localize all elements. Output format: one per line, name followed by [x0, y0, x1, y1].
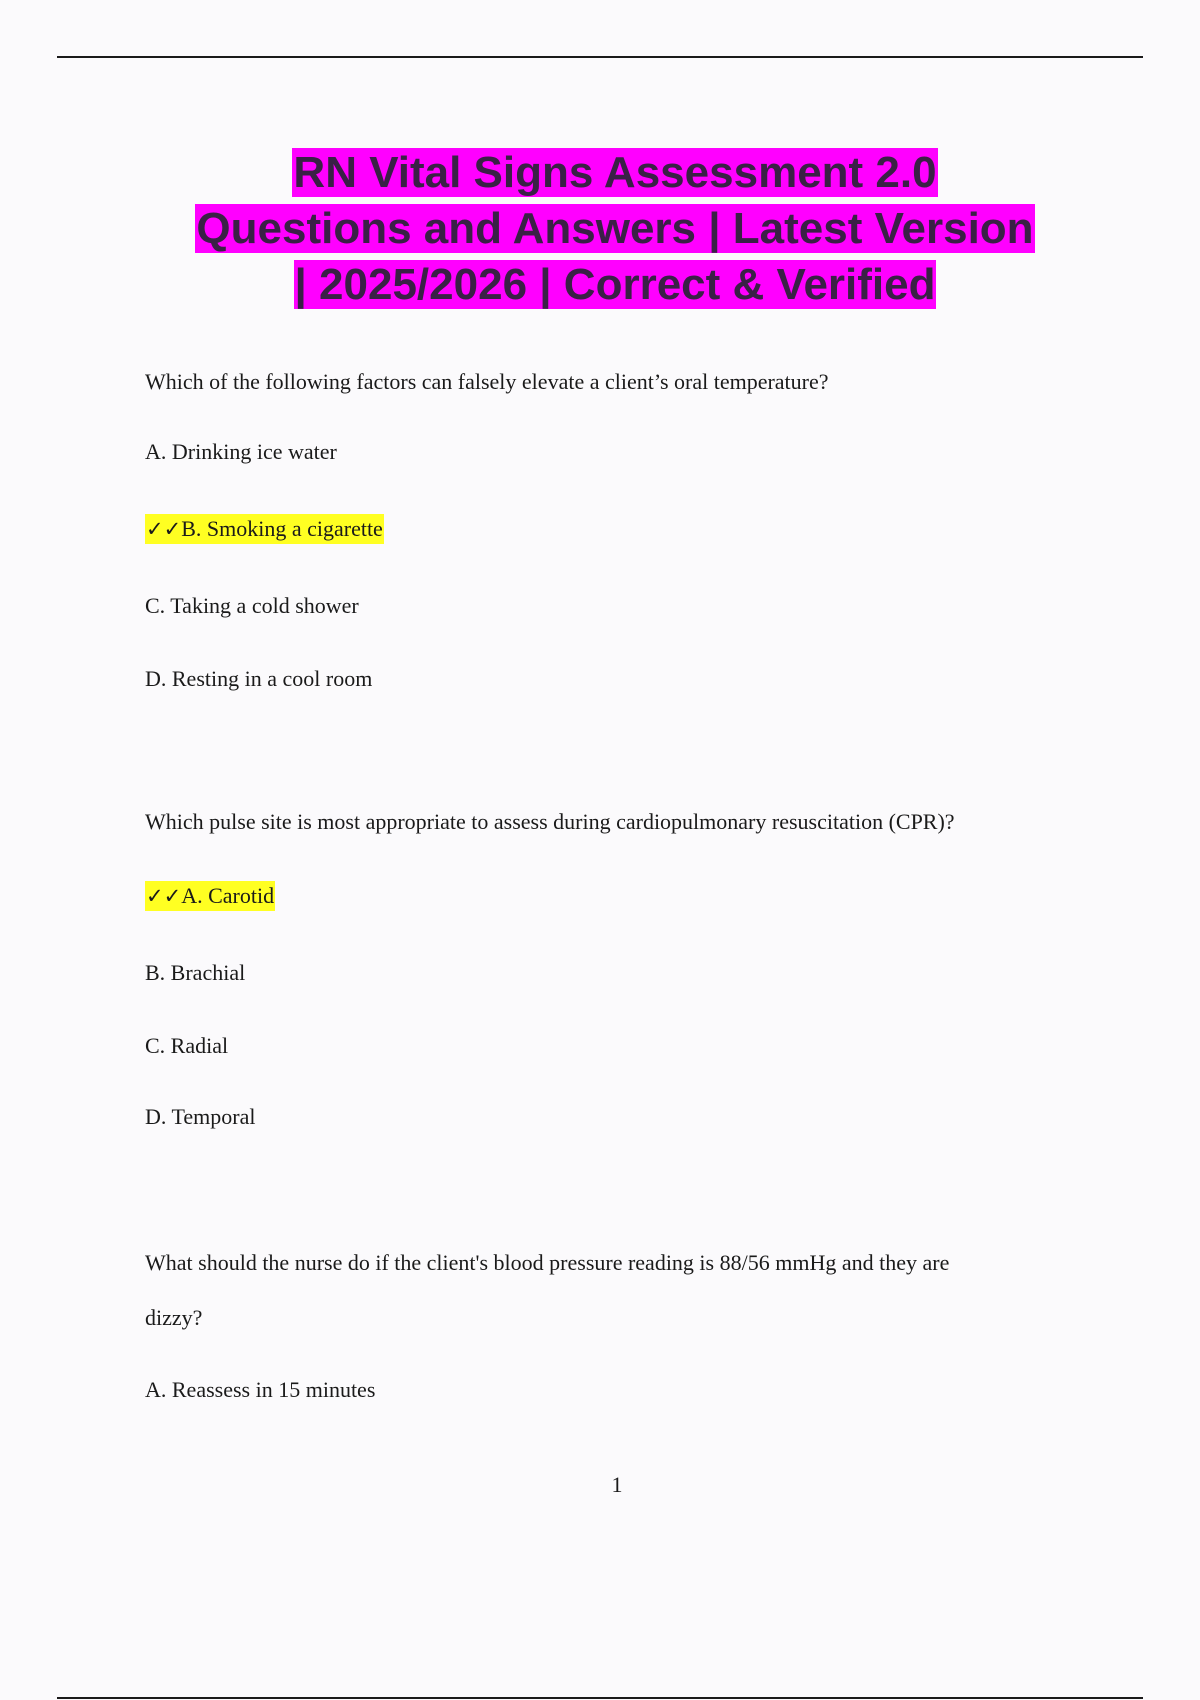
correct-answer-highlight — [145, 514, 384, 544]
document-title — [140, 145, 1090, 313]
question-3-text-line-2: dizzy? — [145, 1305, 203, 1330]
page-number: 1 — [611, 1472, 623, 1497]
question-1-option-d: D. Resting in a cool room — [145, 666, 373, 691]
question-2-option-d: D. Temporal — [145, 1104, 256, 1129]
check-icon: ✓✓ — [146, 517, 182, 541]
question-2-option-c: C. Radial — [145, 1033, 229, 1058]
question-2-option-a-label: A. Carotid — [181, 883, 275, 908]
check-icon: ✓✓ — [146, 884, 182, 908]
correct-answer-highlight — [145, 881, 275, 911]
question-1-option-b-label: B. Smoking a cigarette — [181, 516, 383, 541]
question-1-option-b-correct — [145, 515, 384, 543]
title-line-3: | 2025/2026 | Correct & Verified — [294, 260, 936, 309]
question-1-text: Which of the following factors can falsely elevate a client’s oral temperature? — [145, 369, 829, 394]
question-1-option-a: A. Drinking ice water — [145, 439, 337, 464]
question-1-option-c: C. Taking a cold shower — [145, 593, 359, 618]
footer-rule — [57, 1697, 1143, 1699]
question-2-option-a-correct — [145, 882, 275, 910]
header-rule — [57, 56, 1143, 58]
question-2-option-b: B. Brachial — [145, 960, 246, 985]
title-line-1: RN Vital Signs Assessment 2.0 — [293, 148, 937, 197]
title-line-2: Questions and Answers | Latest Version — [196, 204, 1034, 253]
question-3-text-line-1: What should the nurse do if the client's blood pressure reading is 88/56 mmHg and they are — [145, 1250, 950, 1275]
question-3-option-a: A. Reassess in 15 minutes — [145, 1377, 376, 1402]
question-2-text: Which pulse site is most appropriate to assess during cardiopulmonary resuscitation (CPR)? — [145, 809, 955, 834]
